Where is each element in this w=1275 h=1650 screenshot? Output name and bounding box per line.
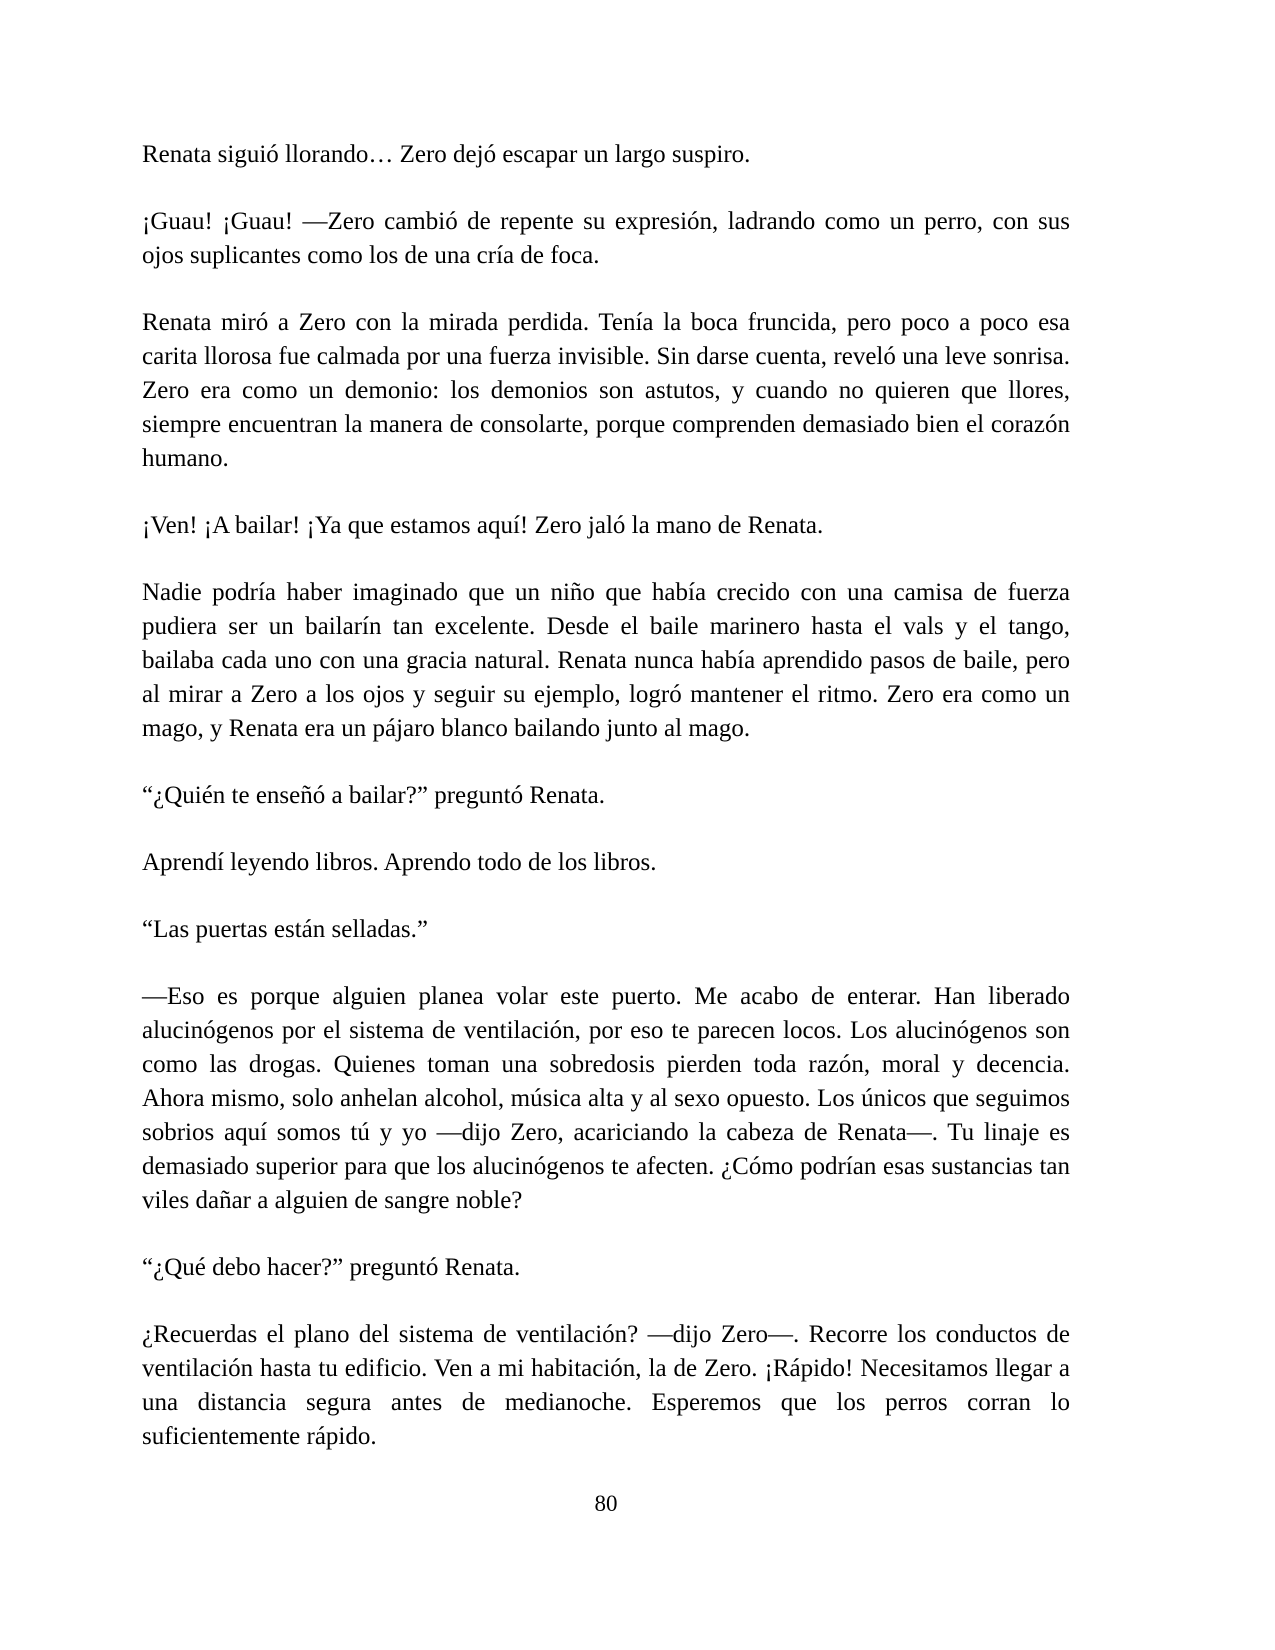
paragraph: ¡Ven! ¡A bailar! ¡Ya que estamos aquí! Zero jaló la mano de Renata.	[142, 512, 824, 539]
paragraph: ¡Guau! ¡Guau! —Zero cambió de repente su expresión, ladrando como un perro, con sus ojos suplicantes como los de una cría de foca.	[142, 208, 1070, 269]
paragraph: Nadie podría haber imaginado que un niño que había crecido con una camisa de fuerza pudiera ser un bailarín tan excelente. Desde el baile marinero hasta el vals y el tango, bailaba cada uno con una gracia natural. Renata nunca había aprendido pasos de baile, pero al mirar a Zero a los ojos y seguir su ejemplo, logró mantener el ritmo. Zero era como un mago, y Renata era un pájaro blanco bailando junto al mago.	[142, 579, 1070, 742]
paragraph: “¿Qué debo hacer?” preguntó Renata.	[142, 1254, 521, 1281]
paragraph: —Eso es porque alguien planea volar este puerto. Me acabo de enterar. Han liberado alucinógenos por el sistema de ventilación, por eso te parecen locos. Los alucinógenos son como las drogas. Quienes toman una sobredosis pierden toda razón, moral y decencia. Ahora mismo, solo anhelan alcohol, música alta y al sexo opuesto. Los únicos que seguimos sobrios aquí somos tú y yo —dijo Zero, acariciando la cabeza de Renata—. Tu linaje es demasiado superior para que los alucinógenos te afecten. ¿Cómo podrían esas sustancias tan viles dañar a alguien de sangre noble?	[142, 983, 1070, 1214]
paragraph: ¿Recuerdas el plano del sistema de ventilación? —dijo Zero—. Recorre los conductos de ventilación hasta tu edificio. Ven a mi habitación, la de Zero. ¡Rápido! Necesitamos llegar a una distancia segura antes de medianoche. Esperemos que los perros corran lo suficientemente rápido.	[142, 1321, 1070, 1450]
paragraph: “¿Quién te enseñó a bailar?” preguntó Renata.	[142, 782, 605, 809]
paragraph: Renata siguió llorando… Zero dejó escapar un largo suspiro.	[142, 141, 751, 168]
paragraph: Renata miró a Zero con la mirada perdida. Tenía la boca fruncida, pero poco a poco esa carita llorosa fue calmada por una fuerza invisible. Sin darse cuenta, reveló una leve sonrisa. Zero era como un demonio: los demonios son astutos, y cuando no quieren que llores, siempre encuentran la manera de consolarte, porque comprenden demasiado bien el corazón humano.	[142, 309, 1070, 472]
paragraph: Aprendí leyendo libros. Aprendo todo de los libros.	[142, 849, 657, 876]
text-block	[142, 138, 1070, 1487]
page-number: 80	[594, 1491, 618, 1516]
paragraph: “Las puertas están selladas.”	[142, 916, 428, 943]
